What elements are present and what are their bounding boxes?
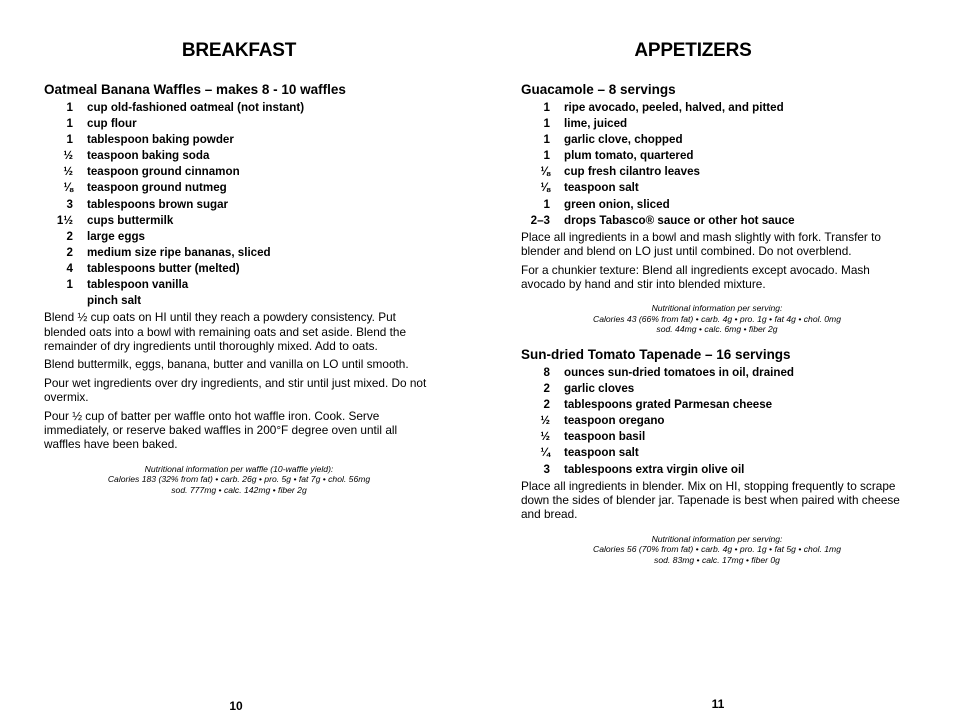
recipe-oatmeal-banana-waffles: [44, 81, 434, 495]
nutrition-heading: Nutritional information per serving:: [651, 533, 783, 544]
recipe-title: Sun-dried Tomato Tapenade – 16 servings: [521, 347, 791, 362]
ingredient-quantity: 1: [543, 149, 550, 163]
ingredient-text: tablespoon vanilla: [87, 278, 189, 292]
ingredient-item: [521, 429, 913, 445]
instruction-paragraph: Place all ingredients in blender. Mix on HI, stopping frequently to scrape down the sides of blender jar. Tapenade is best when paired with cheese and bread.: [521, 478, 900, 522]
ingredient-quantity: ½: [540, 430, 550, 444]
ingredient-item: [44, 164, 434, 180]
instruction-paragraph: Blend ½ cup oats on HI until they reach a powdery consistency. Put blended oats into a bowl with remaining oats and set aside. Blend the remainder of dry ingredients until thoroughly mixed. Add to oats.: [44, 310, 407, 354]
ingredient-quantity: 8: [543, 366, 550, 379]
nutrition-info: [44, 464, 434, 496]
nutrition-line: Calories 43 (66% from fat) • carb. 4g • pro. 1g • fat 4g • chol. 0mg: [593, 313, 841, 324]
ingredient-text: ripe avocado, peeled, halved, and pitted: [564, 101, 784, 114]
ingredient-list: [521, 365, 913, 478]
nutrition-info: [521, 534, 913, 566]
recipe-title: Oatmeal Banana Waffles – makes 8 - 10 waffles: [44, 82, 346, 97]
ingredient-item: [44, 180, 434, 196]
ingredient-quantity: ½: [540, 414, 550, 428]
ingredient-item: [521, 148, 913, 164]
ingredient-quantity: ½: [63, 165, 73, 179]
ingredient-item: [521, 180, 913, 196]
ingredient-quantity: 2: [66, 245, 73, 259]
ingredient-quantity: [44, 293, 73, 309]
ingredient-quantity: 2: [543, 382, 550, 396]
ingredient-item: [44, 116, 434, 132]
ingredient-quantity: ⅛: [540, 165, 550, 179]
ingredient-quantity: 1: [543, 197, 550, 211]
ingredient-text: cup flour: [87, 117, 137, 131]
nutrition-heading: Nutritional information per waffle (10-waffle yield):: [144, 463, 334, 474]
ingredient-text: teaspoon salt: [564, 181, 639, 195]
ingredient-quantity: 1½: [56, 213, 73, 227]
ingredient-item: [521, 213, 913, 229]
ingredient-text: ounces sun-dried tomatoes in oil, drained: [564, 366, 794, 379]
ingredient-quantity: ⅛: [63, 181, 73, 195]
nutrition-line: Calories 183 (32% from fat) • carb. 26g • pro. 5g • fat 7g • chol. 56mg: [107, 474, 371, 485]
ingredient-text: plum tomato, quartered: [564, 149, 694, 163]
right-page: [521, 0, 913, 726]
instructions: [521, 230, 913, 292]
section-title-breakfast: BREAKFAST: [181, 40, 297, 61]
instruction-paragraph: Pour ½ cup of batter per waffle onto hot waffle iron. Cook. Serve immediately, or reserve baked waffles in 200°F degree oven until all waffles have been baked.: [44, 408, 398, 452]
page-number: 11: [711, 697, 725, 711]
ingredient-item: [521, 116, 913, 132]
nutrition-line: sod. 44mg • calc. 6mg • fiber 2g: [656, 324, 778, 335]
ingredient-item: [44, 148, 434, 164]
ingredient-quantity: 2: [66, 229, 73, 243]
ingredient-text: medium size ripe bananas, sliced: [87, 245, 271, 259]
instruction-paragraph: Blend buttermilk, eggs, banana, butter and vanilla on LO until smooth.: [44, 357, 409, 372]
recipe-title: Guacamole – 8 servings: [521, 82, 676, 97]
ingredient-text: teaspoon ground cinnamon: [87, 165, 240, 179]
ingredient-text: teaspoon oregano: [564, 414, 665, 428]
ingredient-text: lime, juiced: [564, 117, 628, 131]
ingredient-item: [521, 100, 913, 116]
recipe-sun-dried-tomato-tapenade: [521, 346, 913, 565]
recipe-guacamole: [521, 81, 913, 335]
ingredient-quantity: 2–3: [530, 213, 550, 227]
ingredient-text: drops Tabasco® sauce or other hot sauce: [564, 213, 795, 227]
ingredient-quantity: ½: [63, 149, 73, 163]
ingredient-text: teaspoon salt: [564, 446, 639, 460]
instruction-paragraph: For a chunkier texture: Blend all ingredients except avocado. Mash avocado by hand and stir into blended mixture.: [521, 262, 870, 291]
ingredient-item: [521, 132, 913, 148]
ingredient-quantity: 4: [66, 261, 73, 275]
ingredient-list: [44, 100, 434, 309]
instruction-paragraph: Place all ingredients in a bowl and mash slightly with fork. Transfer to blender and blend on LO just until combined. Do not overblend.: [521, 229, 881, 259]
ingredient-item: [44, 277, 434, 293]
ingredient-item: [521, 413, 913, 429]
ingredient-quantity: 1: [66, 101, 73, 114]
ingredient-item: [521, 397, 913, 413]
ingredient-item: [44, 132, 434, 148]
nutrition-line: sod. 83mg • calc. 17mg • fiber 0g: [654, 554, 780, 565]
ingredient-text: cups buttermilk: [87, 213, 174, 227]
nutrition-heading: Nutritional information per serving:: [651, 303, 783, 314]
ingredient-list: [521, 100, 913, 229]
ingredient-item: [44, 100, 434, 116]
ingredient-quantity: 1: [66, 117, 73, 131]
nutrition-info: [521, 303, 913, 335]
page-number: 10: [229, 699, 243, 713]
ingredient-item: [44, 293, 434, 309]
ingredient-quantity: 3: [66, 197, 73, 211]
ingredient-quantity: 2: [543, 398, 550, 412]
ingredient-item: [44, 245, 434, 261]
ingredient-item: [44, 213, 434, 229]
nutrition-line: Calories 56 (70% from fat) • carb. 4g • pro. 1g • fat 5g • chol. 1mg: [593, 544, 841, 555]
ingredient-text: large eggs: [87, 229, 145, 243]
ingredient-text: green onion, sliced: [564, 197, 670, 211]
left-page: [44, 0, 434, 726]
ingredient-item: [44, 229, 434, 245]
ingredient-text: cup old-fashioned oatmeal (not instant): [87, 101, 305, 114]
ingredient-text: tablespoons extra virgin olive oil: [564, 462, 745, 476]
ingredient-quantity: 1: [543, 133, 550, 147]
ingredient-quantity: 1: [543, 117, 550, 131]
ingredient-item: [44, 197, 434, 213]
ingredient-item: [521, 164, 913, 180]
instructions: [521, 479, 913, 522]
ingredient-item: [521, 365, 913, 381]
ingredient-quantity: 1: [543, 101, 550, 114]
ingredient-text: garlic clove, chopped: [564, 133, 683, 147]
ingredient-text: pinch salt: [87, 294, 142, 308]
ingredient-item: [44, 261, 434, 277]
ingredient-text: teaspoon ground nutmeg: [87, 181, 227, 195]
ingredient-text: tablespoons grated Parmesan cheese: [564, 398, 773, 412]
ingredient-text: garlic cloves: [564, 382, 635, 396]
nutrition-line: sod. 777mg • calc. 142mg • fiber 2g: [171, 484, 307, 495]
ingredient-item: [521, 462, 913, 478]
ingredient-text: tablespoon baking powder: [87, 133, 234, 147]
ingredient-item: [521, 445, 913, 461]
section-title-appetizers: APPETIZERS: [634, 40, 752, 61]
ingredient-item: [521, 197, 913, 213]
instruction-paragraph: Pour wet ingredients over dry ingredients, and stir until just mixed. Do not overmix.: [44, 375, 427, 405]
ingredient-text: tablespoons brown sugar: [87, 197, 229, 211]
ingredient-quantity: 3: [543, 462, 550, 476]
ingredient-item: [521, 381, 913, 397]
ingredient-quantity: 1: [66, 278, 73, 292]
ingredient-text: teaspoon baking soda: [87, 149, 210, 163]
ingredient-text: teaspoon basil: [564, 430, 646, 444]
ingredient-text: cup fresh cilantro leaves: [564, 165, 700, 179]
ingredient-quantity: 1: [66, 133, 73, 147]
ingredient-quantity: ¼: [540, 446, 550, 460]
ingredient-quantity: ⅛: [540, 181, 550, 195]
ingredient-text: tablespoons butter (melted): [87, 261, 240, 275]
instructions: [44, 310, 434, 452]
